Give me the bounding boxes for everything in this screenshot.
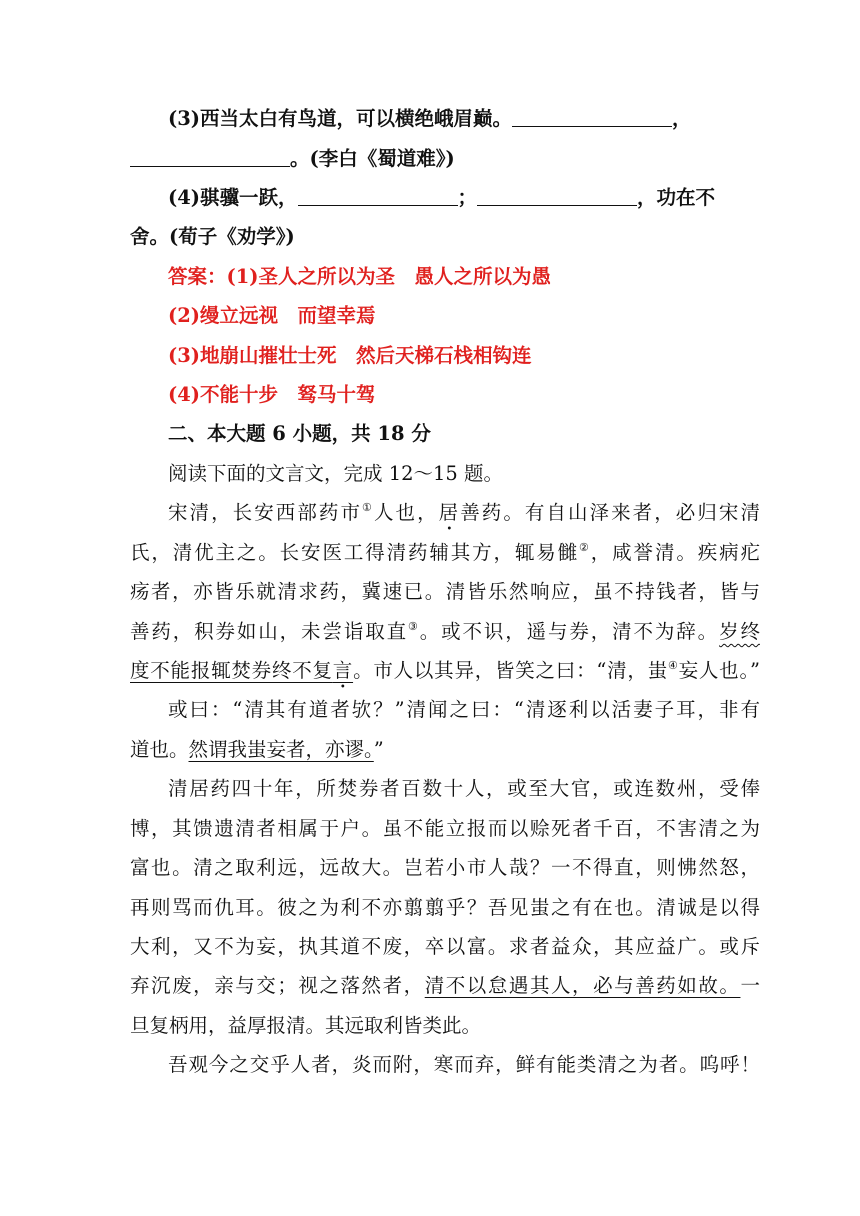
passage-line (130, 893, 760, 923)
question-4-source: 舍。(荀子《劝学》) (130, 225, 295, 248)
question-3-source: 。(李白《蜀道难》) (290, 147, 455, 170)
passage-line (130, 538, 760, 568)
passage-line (130, 656, 760, 686)
passage-text: 。市人以其异，皆笑之曰：“清，蚩 (353, 659, 668, 682)
passage-text: 或曰：“清其有道者欤？”清闻之曰：“清逐利以活妻子耳，非有 (168, 698, 760, 721)
passage-text: 大利，又不为妄，执其道不废，卒以富。求者益众，其应益广。或斥 (130, 935, 760, 958)
question-4-prompt: (4)骐骥一跃， (168, 186, 298, 209)
answer-item: (2)缦立远视 而望幸焉 (168, 304, 376, 327)
answer-item: (4)不能十步 驽马十驾 (168, 383, 376, 406)
answer-item: (1)圣人之所以为圣 愚人之所以为愚 (226, 265, 552, 288)
wavy-underlined-text: 岁终 (719, 620, 760, 643)
answer-line-1 (168, 262, 860, 292)
passage-line (130, 971, 760, 1001)
underlined-text: 度不能报辄焚券终不复 (130, 659, 333, 682)
passage-text: 博，其馈遗清者相属于户。虽不能立报而以赊死者千百，不害清之为 (130, 817, 760, 840)
answer-blank (130, 146, 290, 167)
passage-text: 旦复柄用，益厚报清。其远取利皆类此。 (130, 1014, 482, 1037)
answer-item: (3)地崩山摧壮士死 然后天梯石栈相钩连 (168, 344, 532, 367)
footnote-marker: ② (579, 541, 591, 554)
answer-blank (298, 185, 458, 206)
passage-line (130, 1011, 860, 1041)
question-4-line-1 (168, 183, 760, 213)
passage-text: 弃沉废，亲与交；视之落然者， (130, 974, 425, 997)
underlined-text: 然谓我蚩妄者，亦谬。 (188, 738, 374, 761)
passage-line (130, 617, 760, 647)
question-3-line-1 (168, 104, 760, 134)
passage-line (168, 1050, 760, 1080)
footnote-marker: ① (362, 501, 374, 514)
punctuation: ， (672, 107, 692, 130)
passage-text: 宋清，长安西部药市 (168, 501, 363, 524)
footnote-marker: ④ (667, 659, 679, 672)
question-3-prompt: (3)西当太白有鸟道，可以横绝峨眉巅。 (168, 107, 513, 130)
passage-text: 善药，积券如山，未尝诣取直 (130, 620, 408, 643)
answer-line-2 (168, 301, 860, 331)
answer-blank (477, 185, 637, 206)
emphasized-character: 居 (438, 501, 461, 524)
emphasized-character: 言 (332, 659, 354, 682)
section-instruction-text: 阅读下面的文言文，完成 12～15 题。 (168, 462, 504, 485)
section-instruction (168, 459, 860, 489)
punctuation: ； (457, 186, 478, 209)
passage-line (130, 814, 760, 844)
question-4-tail: ，功在不 (637, 186, 716, 209)
passage-text: 富也。清之取利远，远故大。岂若小市人哉？一不得直，则怫然怒， (130, 856, 760, 879)
passage-text: 吾观今之交乎人者，炎而附，寒而弃，鲜有能类清之为者。呜呼！ (168, 1053, 760, 1076)
passage-text: 清居药四十年，所焚券者百数十人，或至大官，或连数州，受俸 (168, 777, 760, 800)
question-4-line-2 (130, 222, 760, 252)
passage-line (168, 774, 760, 804)
passage-text: ，咸誉清。疾病疕 (590, 541, 760, 564)
underlined-text: 清不以怠遇其人，必与善药如故。 (424, 974, 741, 997)
section-heading (168, 419, 860, 449)
question-3-line-2 (130, 144, 760, 174)
passage-text: 道也。 (130, 738, 189, 761)
passage-text: 再则骂而仇耳。彼之为利不亦翦翦乎？吾见蚩之有在也。清诚是以得 (130, 896, 760, 919)
passage-text: 一 (740, 974, 760, 997)
passage-line (130, 577, 760, 607)
answer-blank (512, 106, 672, 127)
passage-line (130, 932, 760, 962)
section-heading-text: 二、本大题 6 小题，共 18 分 (168, 422, 431, 445)
passage-line (130, 735, 860, 765)
answer-line-3 (168, 341, 860, 371)
answer-line-4 (168, 380, 860, 410)
passage-text: ” (373, 738, 384, 761)
passage-text: 善药。有自山泽来者，必归宋清 (460, 501, 760, 524)
passage-line (168, 695, 760, 725)
passage-text: 人也， (373, 501, 439, 524)
passage-line (130, 853, 760, 883)
footnote-marker: ③ (407, 620, 420, 633)
passage-line (168, 498, 760, 528)
answer-label: 答案： (168, 265, 227, 288)
passage-text: 氏，清优主之。长安医工得清药辅其方，辄易雠 (130, 541, 580, 564)
passage-text: 。或不识，遥与券，清不为辞。 (419, 620, 720, 643)
passage-text: 妄人也。” (678, 659, 760, 682)
passage-text: 疡者，亦皆乐就清求药，冀速已。清皆乐然响应，虽不持钱者，皆与 (130, 580, 760, 603)
